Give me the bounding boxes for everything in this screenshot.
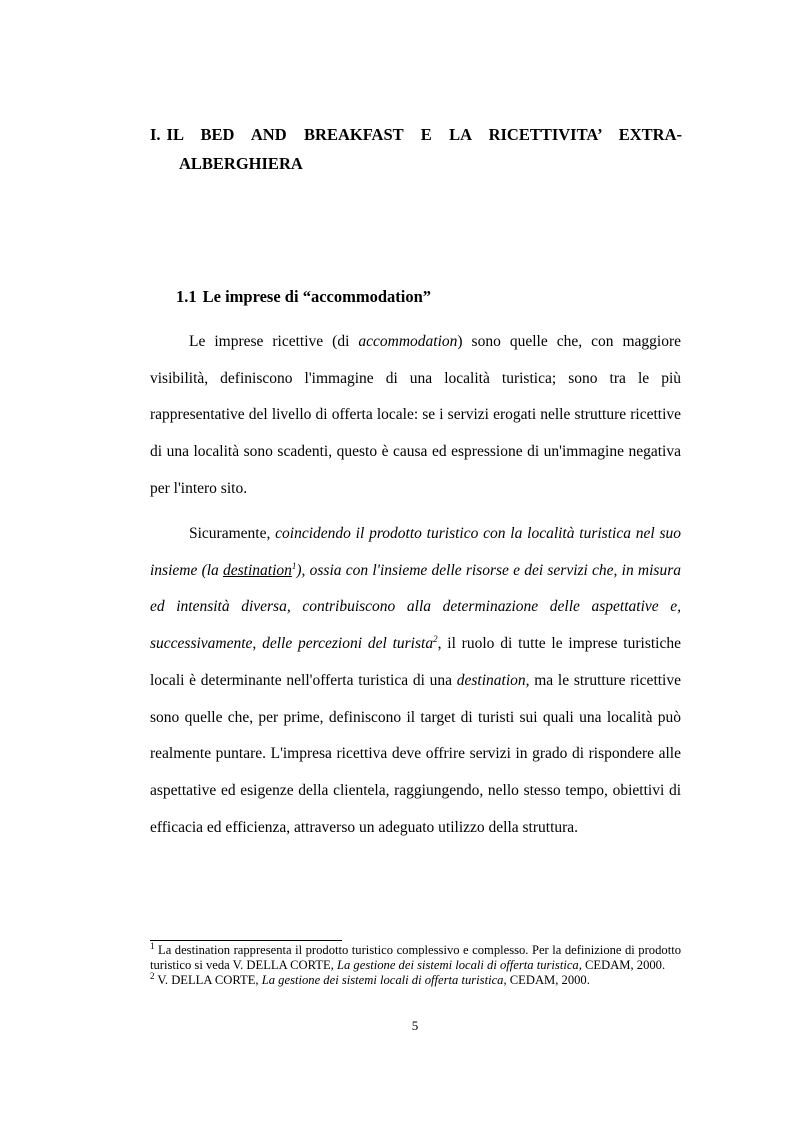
footnote-1-marker: 1 xyxy=(150,940,155,951)
footnote-separator xyxy=(150,940,342,941)
footnote-2 xyxy=(150,970,681,988)
paragraph-2-text-b: , il ruolo di tutte le imprese turistiche locali è determinante nell'offerta turistica di una xyxy=(150,635,681,689)
paragraph-1-text-b: ) sono quelle che, con maggiore visibilità, definiscono l'immagine di una località turistica; sono tra le più rappresentative del livello di offerta locale: se i servizi erogati nelle strutture ricettive di una località sono scadenti, questo è causa ed espressione di un'immagine negativa per l'intero sito. xyxy=(150,333,681,497)
footnote-1-text-b: CEDAM, 2000. xyxy=(581,957,666,972)
chapter-title-line-1: IL BED AND BREAKFAST E LA RICETTIVITA’ EXTRA- xyxy=(166,125,682,144)
paragraph-1-italic-term: accommodation xyxy=(358,333,458,350)
paragraph-1 xyxy=(150,324,681,508)
paragraph-2-text-c: , ma le strutture ricettive sono quelle che, per prime, definiscono il target di turisti sui quali una località può realmente puntare. L'impresa ricettiva deve offrire servizi in grado di rispondere alle aspettative ed esigenze della clientela, raggiungendo, nello stesso tempo, obiettivi di efficacia ed efficienza, attraverso un adeguato utilizzo della struttura. xyxy=(150,671,681,836)
paragraph-2-italic-a xyxy=(150,525,681,652)
chapter-title-line-2: ALBERGHIERA xyxy=(179,154,303,173)
footnote-ref-1[interactable]: 1 xyxy=(291,560,297,571)
page-number: 5 xyxy=(411,1018,419,1033)
chapter-number: I. xyxy=(150,125,161,144)
footnote-2-italic-title: La gestione dei sistemi locali di offerta turistica, xyxy=(261,972,507,987)
footnote-1-italic-title: La gestione dei sistemi locali di offerta turistica, xyxy=(336,957,582,972)
footnote-1-text-a: La destination rappresenta il prodotto turistico complessivo e complesso. Per la definizione di prodotto turistico si veda V. DELLA CORTE, xyxy=(150,943,681,972)
footnote-2-text-b: CEDAM, 2000. xyxy=(506,972,590,987)
footnote-1 xyxy=(150,940,681,973)
footnotes xyxy=(150,940,681,987)
footnote-2-marker: 2 xyxy=(150,970,155,981)
section-title xyxy=(176,285,431,309)
paragraph-2-italic-a-text: coincidendo il prodotto turistico con la località turistica nel suo insieme (la xyxy=(150,525,681,579)
paragraph-2-italic-destination: destination xyxy=(456,671,526,689)
paragraph-1-text-a: Le imprese ricettive (di xyxy=(189,333,359,350)
paragraph-2-text-a: Sicuramente, xyxy=(189,525,276,542)
section-title-text: Le imprese di “accommodation” xyxy=(202,287,432,306)
footnote-2-text-a: V. DELLA CORTE, xyxy=(154,972,262,987)
paragraph-2 xyxy=(150,516,681,846)
section-number: 1.1 xyxy=(176,287,197,306)
paragraph-2-italic-b-text: ), ossia con l'insieme delle risorse e dei servizi che, in misura ed intensità diversa, contribuiscono alla determinazione delle aspettative e, successivamente, delle percezioni del turista xyxy=(150,561,681,653)
chapter-title xyxy=(150,120,682,178)
destination-term: destination xyxy=(223,561,292,579)
footnote-ref-2[interactable]: 2 xyxy=(433,633,438,644)
